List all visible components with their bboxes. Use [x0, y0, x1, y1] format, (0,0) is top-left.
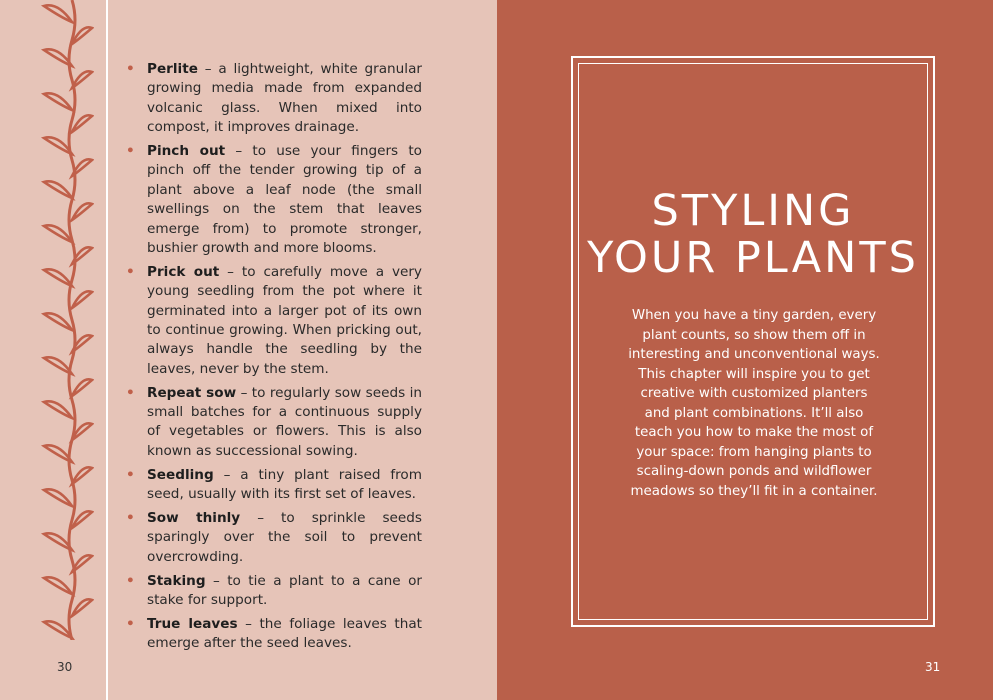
vine-leaf — [72, 203, 92, 220]
glossary-term: Prick out — [147, 263, 220, 280]
chapter-title-line-2: YOUR PLANTS — [587, 233, 919, 283]
vine-leaf — [44, 93, 72, 110]
vine-leaf — [72, 467, 92, 484]
vine-leaf — [72, 599, 92, 616]
page-number-right: 31 — [925, 660, 941, 674]
glossary-item — [126, 466, 422, 505]
vine-leaf — [72, 291, 92, 308]
vine-leaf — [44, 313, 72, 330]
vine-leaf — [44, 489, 72, 506]
glossary-definition: – to tie a plant to a cane or stake for support. — [147, 572, 422, 608]
glossary-item — [126, 142, 422, 258]
glossary-term: True leaves — [147, 615, 238, 632]
chapter-title-line-1: STYLING — [651, 186, 855, 236]
chapter-title — [578, 188, 928, 282]
vine-leaf — [44, 357, 72, 374]
glossary-definition: – the foliage leaves that emerge after the seed leaves. — [147, 615, 422, 652]
bullet-icon: • — [126, 572, 135, 589]
intro-line: and plant combinations. It’ll also — [644, 405, 864, 421]
glossary-item — [126, 572, 422, 611]
bullet-icon: • — [126, 509, 135, 526]
glossary-item — [126, 509, 422, 567]
vine-leaf — [44, 181, 72, 198]
glossary-term: Perlite — [147, 61, 198, 77]
glossary-item — [126, 384, 422, 462]
vine-leaf — [44, 5, 72, 22]
leafy-vine-icon — [28, 0, 94, 640]
glossary-definition: – to regularly sow seeds in small batches for a continuous supply of vegetables or flowers. This is also known as successional sowing. — [147, 384, 422, 459]
glossary-term: Staking — [147, 572, 206, 589]
intro-line: This chapter will inspire you to get — [638, 366, 870, 382]
vine-leaf — [72, 555, 92, 572]
glossary-definition: – to sprinkle seeds sparingly over the soil to prevent overcrowding. — [147, 509, 422, 565]
bullet-icon: • — [126, 61, 135, 77]
glossary-definition: – a lightweight, white granular growing media made from expanded volcanic glass. When mixed into compost, it improves drainage. — [147, 61, 422, 136]
glossary-definition: – a tiny plant raised from seed, usually with its first set of leaves. — [147, 466, 422, 503]
glossary-term: Sow thinly — [147, 509, 241, 526]
glossary-list — [126, 60, 422, 658]
page-number-left: 30 — [57, 660, 73, 674]
intro-line: your space: from hanging plants to — [636, 444, 872, 460]
bullet-icon: • — [126, 143, 135, 160]
glossary-item — [126, 615, 422, 654]
vine-leaf — [44, 401, 72, 418]
glossary-term: Seedling — [147, 466, 214, 483]
glossary-item — [126, 263, 422, 379]
intro-line: When you have a tiny garden, every — [631, 308, 877, 323]
glossary-term: Repeat sow — [147, 384, 237, 401]
intro-line: plant counts, so show them off in — [642, 327, 866, 343]
bullet-icon: • — [126, 466, 135, 483]
bullet-icon: • — [126, 384, 135, 401]
bullet-icon: • — [126, 615, 135, 632]
margin-rule — [106, 0, 108, 700]
intro-line: meadows so they’ll fit in a container. — [630, 483, 878, 499]
vine-leaf — [72, 379, 92, 396]
vine-leaf — [44, 225, 72, 242]
vine-leaf — [44, 269, 72, 286]
vine-leaf — [72, 115, 92, 132]
intro-line: teach you how to make the most of — [634, 425, 874, 440]
glossary-item — [126, 60, 422, 138]
intro-line: interesting and unconventional ways. — [628, 347, 880, 362]
vine-leaf — [72, 71, 92, 88]
glossary-definition: – to use your fingers to pinch off the tender growing tip of a plant above a leaf node (the small swellings on the stem that leaves emerge from) to promote stronger, bushier growth and more blooms. — [147, 143, 422, 257]
intro-line: scaling-down ponds and wildflower — [636, 464, 872, 479]
bullet-icon: • — [126, 263, 135, 280]
intro-line: creative with customized planters — [640, 386, 868, 401]
vine-leaf — [44, 577, 72, 594]
chapter-intro — [614, 306, 894, 501]
glossary-term: Pinch out — [147, 143, 226, 160]
glossary-definition: – to carefully move a very young seedling from the pot where it germinated into a larger pot of its own to continue growing. When pricking out, always handle the seedling by the leaves, never by the stem. — [147, 263, 422, 377]
